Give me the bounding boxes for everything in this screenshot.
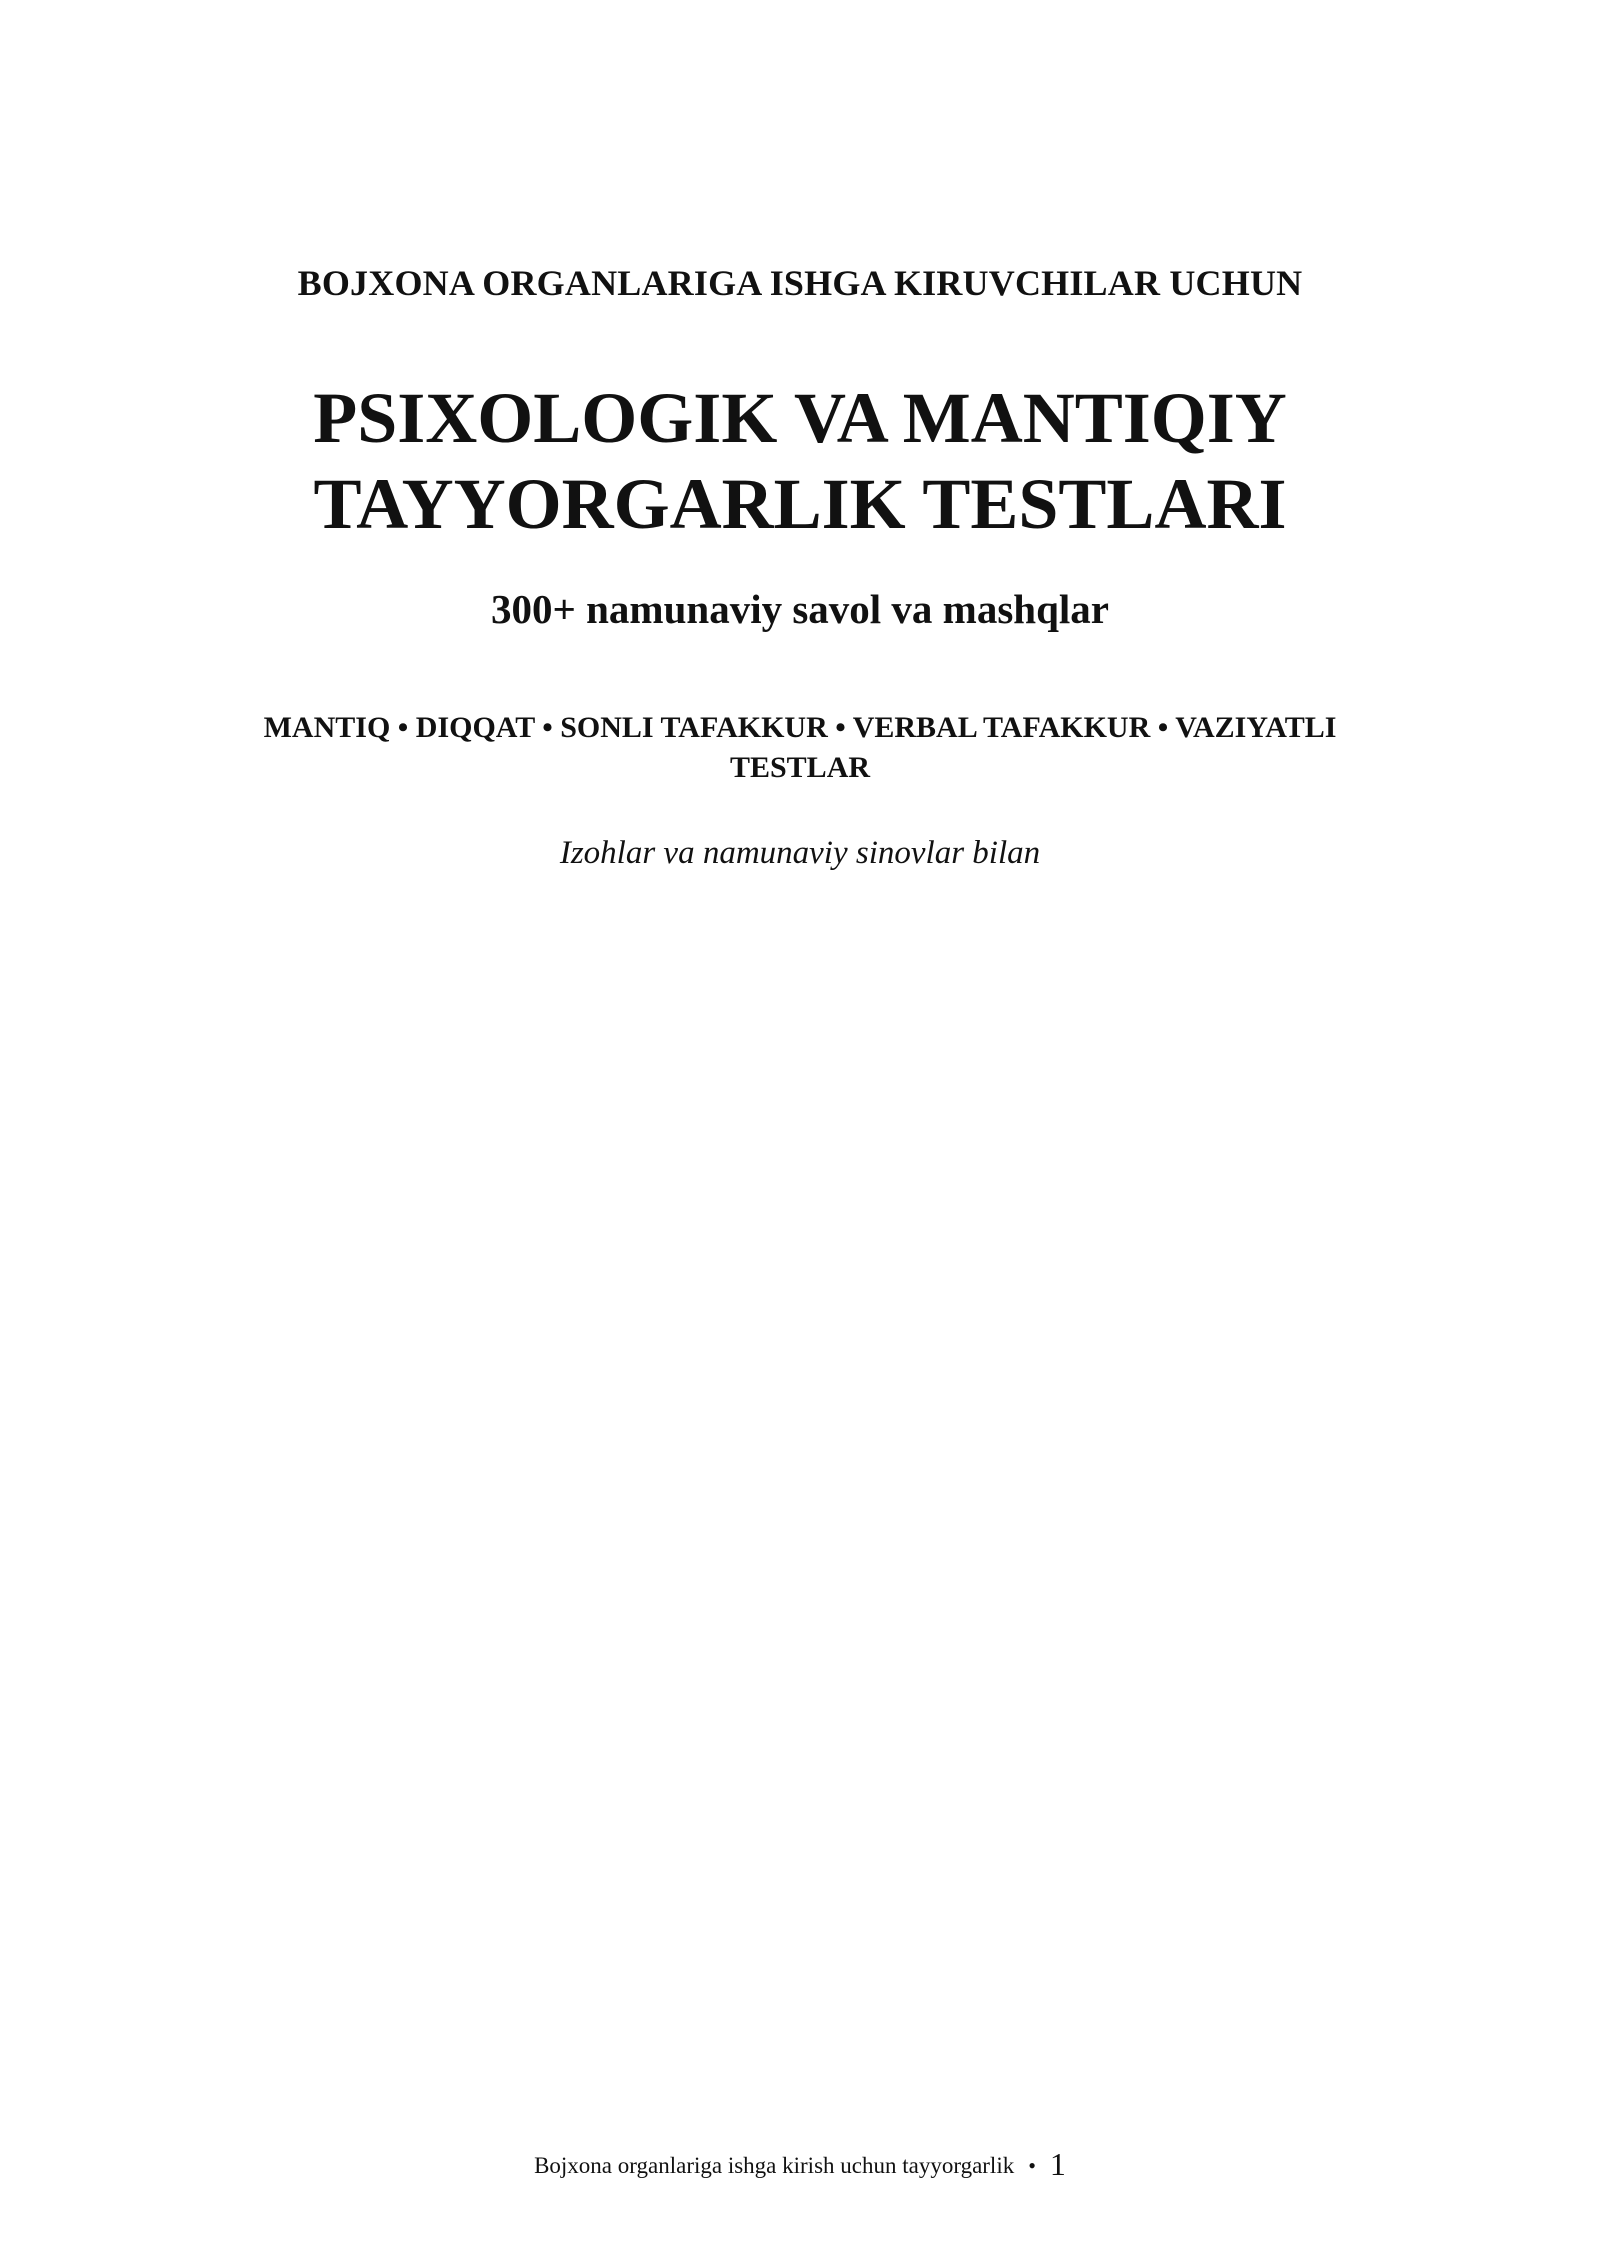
header-line: BOJXONA ORGANLARIGA ISHGA KIRUVCHILAR UCHUN — [297, 263, 1303, 303]
subtitle: 300+ namunaviy savol va mashqlar — [491, 586, 1109, 632]
main-title-line-2: TAYYORGARLIK TESTLARI — [313, 464, 1287, 544]
main-title-line-1: PSIXOLOGIK VA MANTIQIY — [313, 378, 1287, 458]
main-title — [200, 375, 1400, 547]
footer-separator: • — [1028, 2153, 1036, 2178]
topics-line-2: TESTLAR — [729, 751, 871, 784]
topics-line-1: MANTIQ • DIQQAT • SONLI TAFAKKUR • VERBAL TAFAKKUR • VAZIYATLI — [263, 711, 1337, 744]
page-number: 1 — [1049, 2146, 1066, 2182]
topics-list — [190, 708, 1410, 788]
footer-text: Bojxona organlariga ishga kirish uchun tayyorgarlik — [534, 2153, 1015, 2178]
page-footer — [0, 2146, 1600, 2184]
tagline: Izohlar va namunaviy sinovlar bilan — [559, 835, 1041, 871]
